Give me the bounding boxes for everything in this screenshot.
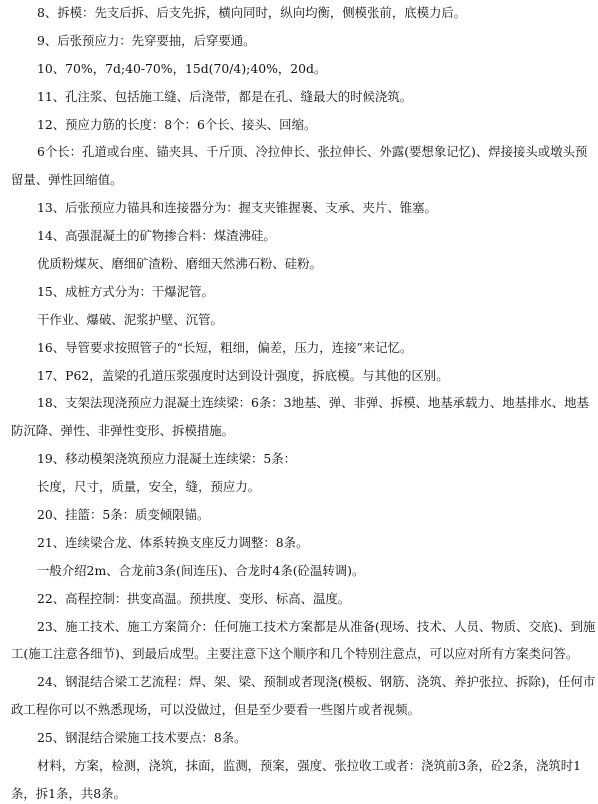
text-line-21: 一般介绍2m、合龙前3条(间连压)、合龙时4条(砼温转调)。 [37,562,365,578]
text-line-16: 防沉降、弹性、非弹性变形、拆模措施。 [11,423,235,439]
text-line-13: 16、导管要求按照管子的“长短，粗细，偏差，压力，连接”来记忆。 [37,339,413,355]
text-line-9: 14、高强混凝土的矿物掺合料：煤渣沸硅。 [37,228,276,244]
text-line-28: 材料，方案，检测，浇筑，抹面，监测，预案，强度、张拉收工或者：浇筑前3条，砼2条，浇筑时1 [37,758,582,774]
text-line-29: 条，拆1条，共8条。 [11,785,126,801]
text-line-15: 18、支架法现浇预应力混凝土连续梁：6条：3地基、弹、非弹、拆模、地基承载力、地基排水、地基 [37,395,589,411]
text-line-23: 23、施工技术、施工方案简介：任何施工技术方案都是从准备(现场、技术、人员、物质、交底)、到施 [37,618,596,634]
text-line-27: 25、钢混结合梁施工技术要点：8条。 [37,730,247,746]
text-line-19: 20、挂篮：5条：质变倾限锚。 [37,507,210,523]
text-line-7: 留量、弹性回缩值。 [11,172,123,188]
text-line-11: 15、成桩方式分为：干爆泥管。 [37,283,214,299]
text-line-26: 政工程你可以不熟悉现场，可以没做过，但是至少要看一些图片或者视频。 [11,702,420,718]
text-line-22: 22、高程控制：拱变高温。预拱度、变形、标高、温度。 [37,590,351,606]
text-line-2: 9、后张预应力：先穿要抽，后穿要通。 [37,32,256,48]
text-line-6: 6个长：孔道或台座、锚夹具、千斤顶、冷拉伸长、张拉伸长、外露(要想象记忆)、焊接接头或墩头预 [37,144,588,160]
text-line-17: 19、移动模架浇筑预应力混凝土连续梁：5条： [37,451,297,467]
text-line-12: 干作业、爆破、泥浆护壁、沉管。 [37,311,223,327]
text-line-20: 21、连续梁合龙、体系转换支座反力调整：8条。 [37,534,309,550]
text-line-14: 17、P62，盖梁的孔道压浆强度时达到设计强度，拆底模。与其他的区别。 [37,367,449,383]
text-line-5: 12、预应力筋的长度：8个：6个长、接头、回缩。 [37,116,317,132]
text-line-18: 长度，尺寸，质量，安全，缝，预应力。 [37,479,261,495]
text-line-3: 10、70%，7d;40-70%，15d(70/4);40%，20d。 [37,60,327,76]
text-line-25: 24、钢混结合梁工艺流程：焊、架、梁、预制或者现浇(模板、钢筋、浇筑、养护张拉、拆除)，任何市 [37,674,596,690]
text-line-10: 优质粉煤灰、磨细矿渣粉、磨细天然沸石粉、硅粉。 [37,256,322,272]
text-line-1: 8、拆模：先支后拆、后支先拆，横向同时，纵向均衡，侧模张前，底模力后。 [37,5,467,20]
text-line-24: 工(施工注意各细节)、到最后成型。主要注意下这个顺序和几个特别注意点，可以应对所有方案类问答。 [11,646,579,662]
text-line-4: 11、孔注浆、包括施工缝、后浇带，都是在孔、缝最大的时候浇筑。 [37,88,413,104]
text-line-8: 13、后张预应力锚具和连接器分为：握支夹锥握裹、支承、夹片、锥塞。 [37,200,437,216]
